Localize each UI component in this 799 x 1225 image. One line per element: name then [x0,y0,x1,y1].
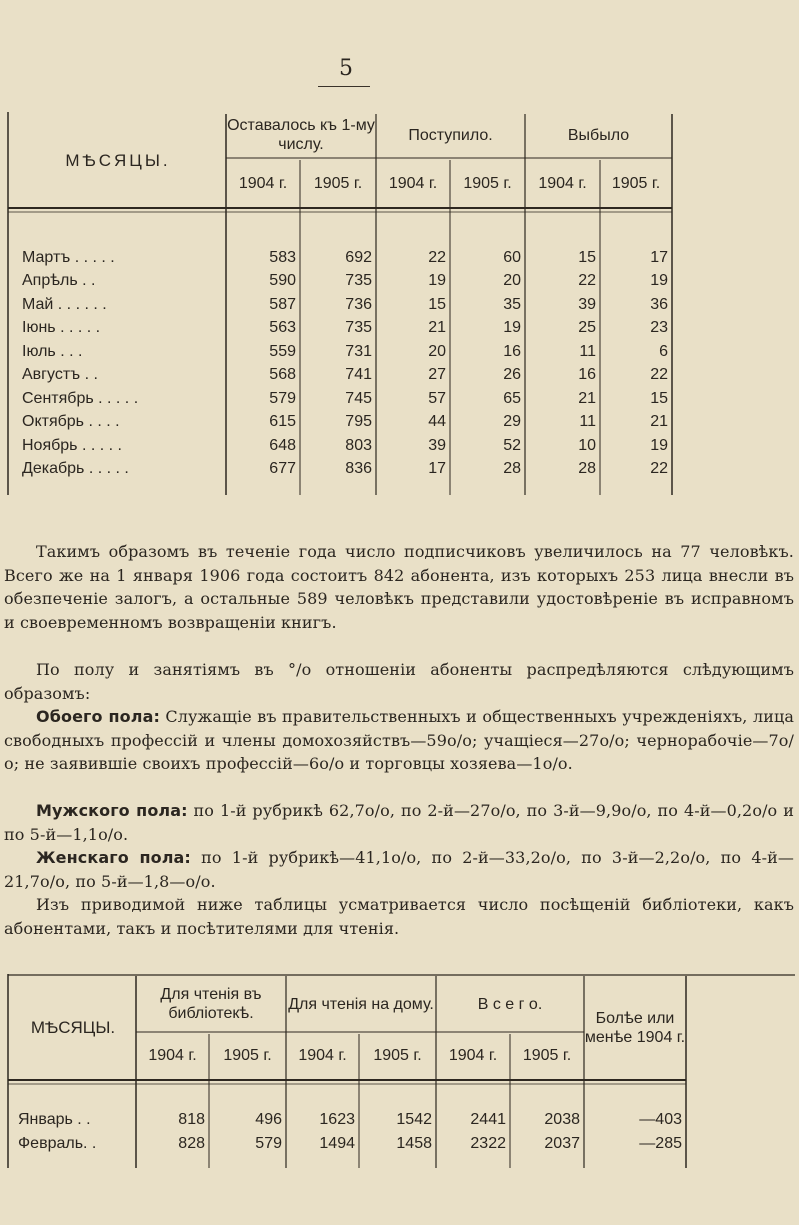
value-cell: 60 [503,248,521,266]
table1-year-header: 1905 г. [313,175,363,192]
value-cell: 20 [428,342,446,360]
value-cell: 22 [578,272,596,290]
table-row [10,387,672,411]
value-cell: 2441 [470,1111,506,1128]
value-cell: 818 [178,1111,205,1128]
value-cell: 563 [269,319,296,337]
paragraph-summary [4,540,794,634]
value-cell: 15 [578,248,596,266]
month-cell: Сентябрь . . . . . [22,389,139,407]
paragraph-distribution-intro [4,658,794,705]
value-cell: 2037 [544,1135,580,1152]
value-cell: 692 [345,248,372,266]
value-cell: 1542 [396,1111,432,1128]
value-cell: 23 [650,319,668,337]
value-cell: 28 [503,460,521,478]
value-cell: 36 [650,295,668,313]
value-cell: 35 [503,295,521,313]
paragraph-text: Такимъ образомъ въ теченіе года число подписчиковъ увеличилось на 77 человѣкъ. Всего же на 1 января 1906 года состоитъ 842 абонента, изъ которыхъ 253 лица внесли въ обезпеченіе залогъ, а остальные 589 человѣкъ представили удостовѣреніе въ исправномъ и своевременномъ возвращеніи книгъ. [4,542,794,632]
value-cell: 836 [345,460,372,478]
value-cell: 11 [579,413,596,431]
value-cell: 27 [428,366,446,384]
value-cell: 795 [345,413,372,431]
table2-year-header: 1905 г. [522,1047,572,1064]
value-cell: 590 [269,272,296,290]
value-cell: 2038 [544,1111,580,1128]
table-row [10,246,672,270]
month-cell: Май . . . . . . [22,295,107,313]
value-cell: 39 [428,436,446,454]
table2-header-difference: Болѣе или менѣе 1904 г. [584,1010,686,1046]
table-row [10,317,672,341]
table1-year-header: 1904 г. [538,175,587,192]
paragraph-female [4,846,794,893]
paragraph-label: Женскаго пола: [36,848,191,867]
table1-year-header: 1905 г. [611,175,661,192]
month-cell: Декабрь . . . . . [22,460,129,478]
paragraph-male [4,799,794,846]
month-cell: Мартъ . . . . . [22,248,115,266]
value-cell: 735 [345,272,372,290]
value-cell: 677 [269,460,296,478]
table-row [10,1108,686,1132]
value-cell: 44 [428,413,446,431]
table-row [10,340,672,364]
value-cell: 828 [178,1135,205,1152]
paragraph-text: по 1-й рубрикѣ—41,1о/о, по 2-й—33,2о/о, по 3-й—2,2о/о, по 4-й—21,7о/о, по 5-й—1,8—о/о. [4,848,795,891]
value-cell: 15 [650,389,668,407]
table-row [10,411,672,435]
value-cell: 741 [345,366,372,384]
value-cell: 19 [428,272,446,290]
paragraph-text: по 1-й рубрикѣ 62,7о/о, по 2-й—27о/о, по 3-й—9,9о/о, по 4-й—0,2о/о и по 5-й—1,1о/о. [4,801,794,844]
value-cell: 25 [578,319,596,337]
value-cell: 6 [659,342,668,360]
table1-header-dropped: Выбыло [567,126,630,144]
paragraph-text: Изъ приводимой ниже таблицы усматривается число посѣщеній библіотеки, какъ абонентами, такъ и посѣтителями для чтенія. [4,895,794,938]
value-cell: 21 [428,319,446,337]
value-cell: 1458 [396,1135,432,1152]
value-cell: 39 [578,295,596,313]
value-cell: 648 [269,436,296,454]
value-cell: 16 [578,366,596,384]
value-cell: 10 [578,436,596,454]
visits-table [10,976,686,1156]
value-cell: 736 [345,295,372,313]
value-cell: 17 [650,248,668,266]
month-cell: Ноябрь . . . . . [22,436,122,454]
value-cell: 19 [650,272,668,290]
month-cell: Апрѣль . . [22,272,96,290]
value-cell: 579 [255,1135,282,1152]
table1-header-received: Поступило. [408,126,493,144]
table1-year-header: 1904 г. [388,175,438,192]
month-cell: Февраль. . [18,1135,97,1152]
table-row [10,293,672,317]
month-cell: Октябрь . . . . [22,413,120,431]
value-cell: 28 [578,460,596,478]
value-cell: 579 [269,389,296,407]
value-cell: 22 [650,366,668,384]
table-row [10,434,672,458]
value-cell: —285 [639,1135,682,1152]
table2-header-reading-room: Для чтенія въ библіотекѣ. [160,986,262,1022]
table2-year-header: 1905 г. [223,1047,272,1064]
value-cell: 803 [345,436,372,454]
paragraph-text: Служащіе въ правительственныхъ и общественныхъ учрежденіяхъ, лица свободныхъ профессій и члены домохозяйствъ—59о/о; учащіеся—27о/о; чернорабочіе—7о/о; не заявившіе своихъ профессій—6о/о и торговцы хозяева—1о/о. [4,707,795,773]
value-cell: 559 [269,342,296,360]
paragraph-label: Мужского пола: [36,801,188,820]
table2-year-header: 1904 г. [148,1047,197,1064]
value-cell: 731 [345,342,372,360]
value-cell: 22 [428,248,446,266]
value-cell: 16 [503,342,521,360]
value-cell: 587 [269,295,296,313]
paragraph-both-sexes [4,705,794,776]
value-cell: —403 [639,1111,682,1128]
month-cell: Іюнь . . . . . [22,319,101,337]
table2-month-header: МѢСЯЦЫ. [30,1018,116,1037]
value-cell: 11 [579,342,596,360]
value-cell: 21 [578,389,596,407]
table2-year-header: 1905 г. [373,1047,422,1064]
table2-header-home-reading: Для чтенія на дому. [288,995,434,1013]
value-cell: 615 [269,413,296,431]
table1-year-header: 1904 г. [238,175,288,192]
value-cell: 496 [255,1111,282,1128]
value-cell: 29 [503,413,521,431]
page-number: 5 [339,56,353,81]
table-row [10,1132,686,1156]
table1-header-remaining: Оставалось къ 1-му числу. [227,117,375,153]
value-cell: 19 [503,319,521,337]
table2-year-header: 1904 г. [298,1047,347,1064]
table1-year-header: 1905 г. [463,175,512,192]
month-cell: Іюль . . . [22,342,83,360]
value-cell: 20 [503,272,521,290]
value-cell: 583 [269,248,296,266]
table2-header-total: В с е г о. [477,995,543,1013]
value-cell: 1623 [319,1111,355,1128]
value-cell: 26 [503,366,521,384]
table1-month-header: МѢСЯЦЫ. [65,151,171,170]
value-cell: 17 [428,460,446,478]
value-cell: 57 [428,389,446,407]
value-cell: 568 [269,366,296,384]
subscribers-table [10,112,672,481]
paragraph-text: По полу и занятіямъ въ °/о отношеніи абоненты распредѣляются слѣдующимъ образомъ: [4,660,794,703]
table-row [10,270,672,294]
value-cell: 15 [428,295,446,313]
value-cell: 745 [345,389,372,407]
value-cell: 2322 [470,1135,506,1152]
value-cell: 65 [503,389,521,407]
table-row [10,364,672,388]
month-cell: Январь . . [18,1111,91,1128]
value-cell: 19 [650,436,668,454]
value-cell: 735 [345,319,372,337]
paragraph-label: Обоего пола: [36,707,160,726]
value-cell: 21 [650,413,668,431]
value-cell: 22 [650,460,668,478]
month-cell: Августъ . . [22,366,98,384]
value-cell: 1494 [319,1135,355,1152]
paragraph-visits-intro [4,893,794,940]
table-row [10,458,672,482]
value-cell: 52 [503,436,521,454]
table2-year-header: 1904 г. [448,1047,498,1064]
